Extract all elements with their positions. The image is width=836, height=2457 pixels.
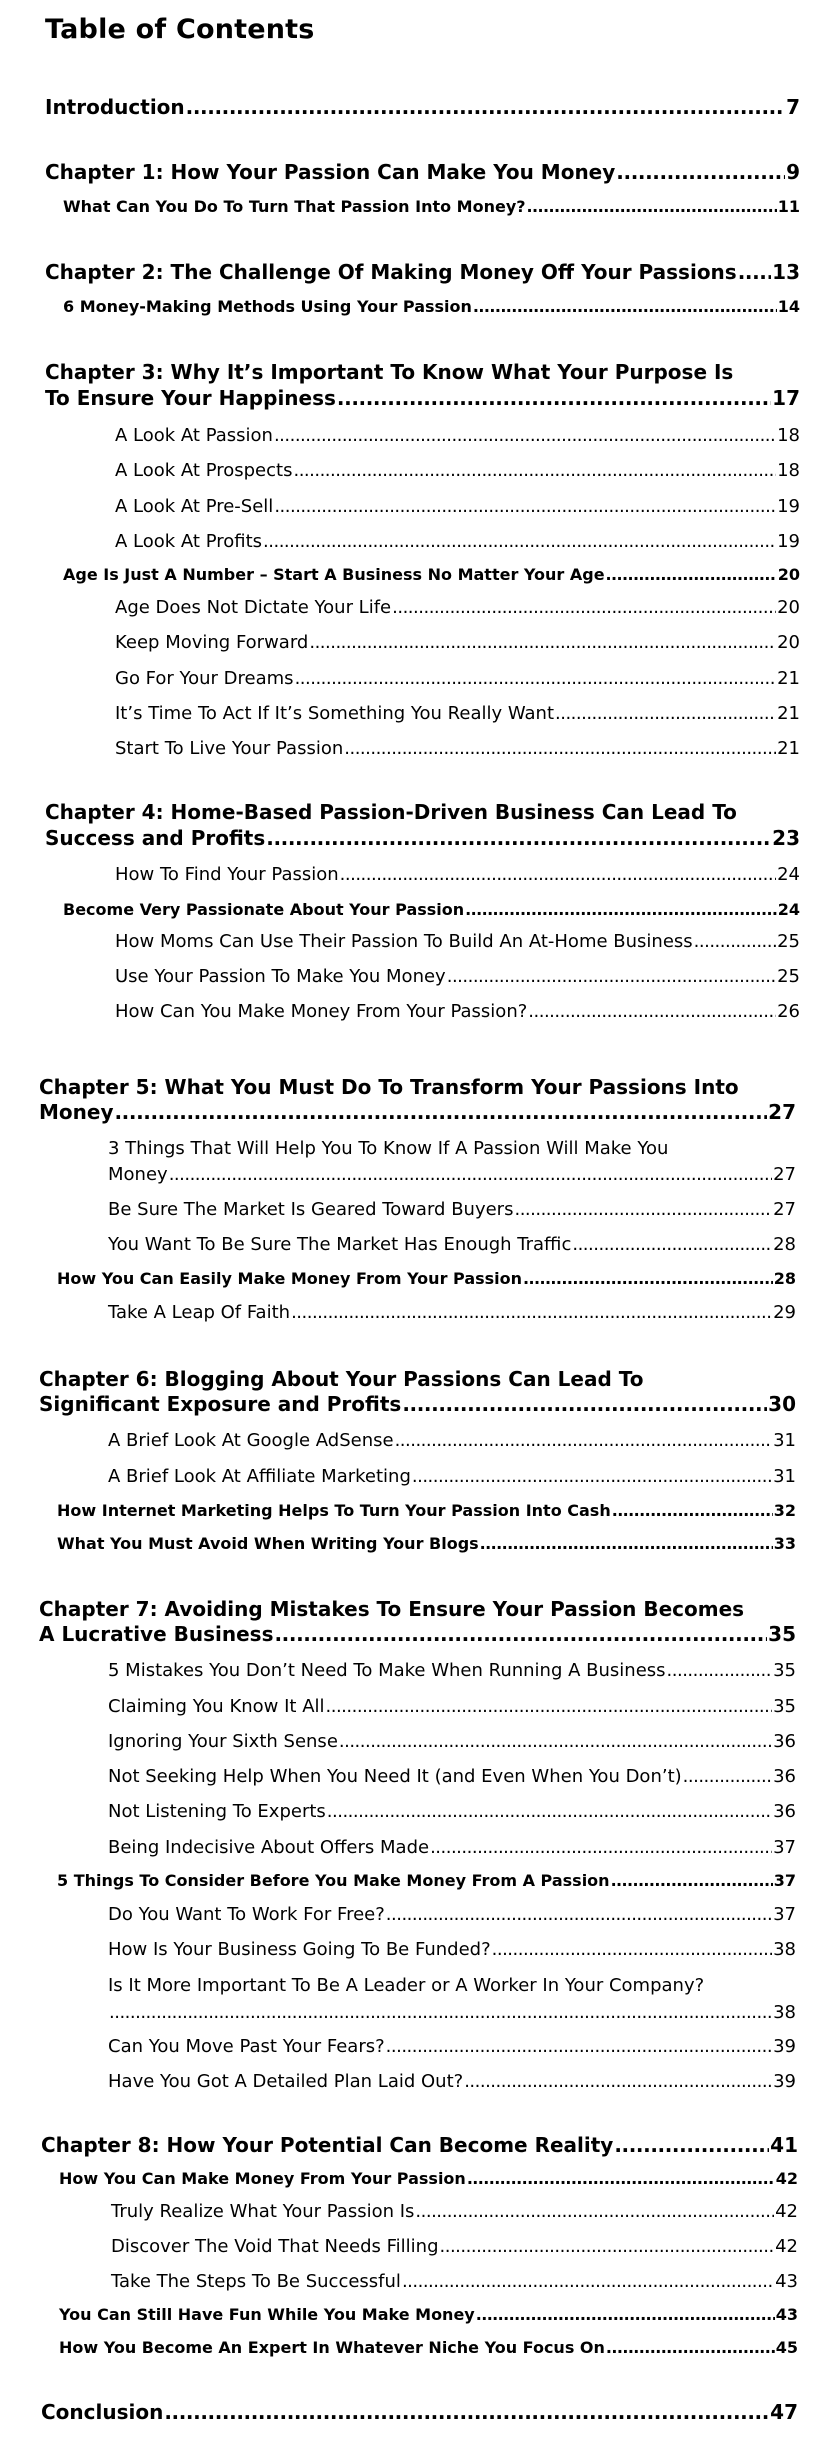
dot-leader bbox=[430, 1837, 772, 1859]
dot-leader bbox=[523, 1269, 773, 1288]
toc-title: Introduction bbox=[45, 95, 185, 119]
toc-title: You Can Still Have Fun While You Make Money bbox=[59, 2305, 475, 2324]
page-number: 37 bbox=[773, 1837, 796, 1858]
toc-title: A Look At Prospects bbox=[115, 460, 293, 481]
toc-title: A Brief Look At Google AdSense bbox=[108, 1430, 394, 1451]
toc-line[interactable] bbox=[57, 1871, 796, 1890]
page-number: 28 bbox=[773, 1269, 796, 1288]
toc-title: How Can You Make Money From Your Passion? bbox=[115, 1001, 528, 1022]
toc-title-line: Chapter 6: Blogging About Your Passions Can Lead To bbox=[39, 1367, 644, 1391]
page-number: 27 bbox=[768, 1100, 796, 1124]
toc-line[interactable] bbox=[45, 260, 800, 284]
toc-line[interactable] bbox=[108, 1696, 796, 1718]
toc-title: A Brief Look At Affiliate Marketing bbox=[108, 1466, 411, 1487]
toc-title: Go For Your Dreams bbox=[115, 668, 294, 689]
page-number: 27 bbox=[773, 1199, 796, 1220]
toc-title: 5 Things To Consider Before You Make Money From A Passion bbox=[57, 1871, 610, 1890]
toc-line[interactable] bbox=[115, 966, 800, 988]
toc-line[interactable] bbox=[115, 496, 800, 518]
page-number: 9 bbox=[786, 160, 800, 184]
page-number: 38 bbox=[773, 1939, 796, 1960]
page-number: 39 bbox=[773, 2036, 796, 2057]
page-number: 47 bbox=[770, 2400, 798, 2424]
toc-title: Start To Live Your Passion bbox=[115, 738, 344, 759]
dot-leader bbox=[606, 2338, 775, 2357]
dot-leader bbox=[274, 496, 776, 518]
dot-leader bbox=[412, 1466, 772, 1488]
dot-leader bbox=[326, 1696, 773, 1718]
page-number: 30 bbox=[768, 1392, 796, 1416]
dot-leader bbox=[492, 1939, 772, 1961]
page-number: 14 bbox=[777, 297, 800, 316]
toc-line[interactable] bbox=[115, 460, 800, 482]
toc-title: Significant Exposure and Profits bbox=[39, 1392, 402, 1416]
toc-title: Not Listening To Experts bbox=[108, 1801, 326, 1822]
page-number: 25 bbox=[777, 931, 800, 952]
dot-leader bbox=[293, 460, 776, 482]
page-number: 36 bbox=[773, 1801, 796, 1822]
toc-title: What You Must Avoid When Writing Your Blogs bbox=[57, 1534, 479, 1553]
page-number: 35 bbox=[768, 1622, 796, 1646]
dot-leader bbox=[614, 2133, 769, 2157]
toc-title: Ignoring Your Sixth Sense bbox=[108, 1731, 338, 1752]
dot-leader bbox=[402, 1392, 767, 1416]
dot-leader bbox=[402, 2271, 774, 2293]
toc-line[interactable] bbox=[45, 826, 800, 850]
toc-line[interactable] bbox=[115, 864, 800, 886]
toc-title: How You Can Easily Make Money From Your Passion bbox=[57, 1269, 523, 1288]
page-number: 31 bbox=[773, 1430, 796, 1451]
dot-leader bbox=[480, 1534, 773, 1553]
toc-title: Chapter 2: The Challenge Of Making Money Off Your Passions bbox=[45, 260, 737, 284]
toc-title: Keep Moving Forward bbox=[115, 632, 309, 653]
toc-line[interactable] bbox=[108, 2036, 796, 2058]
page-number: 17 bbox=[772, 386, 800, 410]
dot-leader bbox=[464, 2071, 772, 2093]
toc-line[interactable] bbox=[57, 1501, 796, 1520]
toc-title: A Lucrative Business bbox=[39, 1622, 274, 1646]
toc-title: Be Sure The Market Is Geared Toward Buyers bbox=[108, 1199, 514, 1220]
toc-line[interactable] bbox=[115, 531, 800, 553]
dot-leader bbox=[392, 597, 776, 619]
page-number: 29 bbox=[773, 1302, 796, 1323]
toc-title: Money bbox=[39, 1100, 114, 1124]
toc-line[interactable] bbox=[59, 2338, 798, 2357]
toc-line[interactable] bbox=[115, 425, 800, 447]
toc-line[interactable] bbox=[115, 1001, 800, 1023]
toc-line[interactable] bbox=[108, 1466, 796, 1488]
toc-line[interactable] bbox=[108, 1837, 796, 1859]
toc-title: A Look At Profits bbox=[115, 531, 263, 552]
dot-leader bbox=[337, 386, 771, 410]
dot-leader bbox=[274, 425, 776, 447]
page-number: 19 bbox=[777, 531, 800, 552]
dot-leader bbox=[527, 197, 777, 216]
dot-leader bbox=[572, 1234, 772, 1256]
page-number: 21 bbox=[777, 668, 800, 689]
toc-line[interactable] bbox=[39, 1392, 796, 1416]
dot-leader bbox=[344, 738, 776, 760]
toc-line[interactable] bbox=[115, 668, 800, 690]
toc-title-line: Chapter 5: What You Must Do To Transform Your Passions Into bbox=[39, 1075, 739, 1099]
toc-title: How To Find Your Passion bbox=[115, 864, 339, 885]
toc-title: Take The Steps To Be Successful bbox=[111, 2271, 401, 2292]
page-number: 31 bbox=[773, 1466, 796, 1487]
toc-title-line: Chapter 4: Home-Based Passion-Driven Business Can Lead To bbox=[45, 800, 737, 824]
toc-title: Age Does Not Dictate Your Life bbox=[115, 597, 392, 618]
page-number: 26 bbox=[777, 1001, 800, 1022]
page-number: 35 bbox=[773, 1696, 796, 1717]
toc-line[interactable] bbox=[108, 1766, 796, 1788]
page-number: 37 bbox=[773, 1871, 796, 1890]
page-number: 23 bbox=[772, 826, 800, 850]
dot-leader bbox=[164, 2400, 769, 2424]
dot-leader bbox=[291, 1302, 772, 1324]
toc-title: Truly Realize What Your Passion Is bbox=[111, 2201, 415, 2222]
page-number: 24 bbox=[777, 864, 800, 885]
toc-title: Chapter 1: How Your Passion Can Make You Money bbox=[45, 160, 616, 184]
toc-title: What Can You Do To Turn That Passion Into Money? bbox=[63, 197, 526, 216]
toc-line[interactable] bbox=[108, 1904, 796, 1926]
dot-leader bbox=[295, 668, 777, 690]
page-number: 36 bbox=[773, 1766, 796, 1787]
dot-leader bbox=[114, 1100, 767, 1124]
dot-leader bbox=[667, 1660, 773, 1682]
toc-line[interactable] bbox=[108, 1731, 796, 1753]
dot-leader bbox=[395, 1430, 773, 1452]
toc-title: Become Very Passionate About Your Passion bbox=[63, 900, 465, 919]
toc-title: Discover The Void That Needs Filling bbox=[111, 2236, 439, 2257]
toc-line[interactable] bbox=[59, 2305, 798, 2324]
dot-leader bbox=[447, 966, 776, 988]
toc-title: Being Indecisive About Offers Made bbox=[108, 1837, 430, 1858]
dot-leader bbox=[340, 864, 776, 886]
page-number: 24 bbox=[777, 900, 800, 919]
page-number: 18 bbox=[777, 425, 800, 446]
toc-title: Money bbox=[108, 1164, 168, 1185]
page-number: 7 bbox=[786, 95, 800, 119]
page-number: 21 bbox=[777, 738, 800, 759]
page-number: 45 bbox=[775, 2338, 798, 2357]
toc-line[interactable] bbox=[111, 2236, 798, 2258]
toc-title: To Ensure Your Happiness bbox=[45, 386, 336, 410]
toc-title: Chapter 8: How Your Potential Can Become Reality bbox=[41, 2133, 614, 2157]
toc-line[interactable] bbox=[108, 1302, 796, 1324]
page-number: 27 bbox=[773, 1164, 796, 1185]
dot-leader bbox=[109, 2002, 772, 2024]
dot-leader bbox=[386, 1904, 772, 1926]
toc-line[interactable] bbox=[108, 1199, 796, 1221]
page-number: 13 bbox=[772, 260, 800, 284]
toc-line[interactable] bbox=[108, 1164, 796, 1186]
dot-leader bbox=[339, 1731, 772, 1753]
toc-title: Use Your Passion To Make You Money bbox=[115, 966, 446, 987]
dot-leader bbox=[528, 1001, 776, 1023]
dot-leader bbox=[386, 2036, 772, 2058]
toc-title: Conclusion bbox=[41, 2400, 164, 2424]
toc-line[interactable] bbox=[108, 2002, 796, 2024]
toc-title-line: Chapter 7: Avoiding Mistakes To Ensure Your Passion Becomes bbox=[39, 1597, 745, 1621]
toc-line[interactable] bbox=[115, 632, 800, 654]
page-number: 42 bbox=[775, 2236, 798, 2257]
page-number: 33 bbox=[773, 1534, 796, 1553]
page-title: Table of Contents bbox=[45, 14, 315, 45]
toc-line[interactable] bbox=[115, 931, 800, 953]
page-number: 21 bbox=[777, 703, 800, 724]
toc-title-line: 3 Things That Will Help You To Know If A Passion Will Make You bbox=[108, 1138, 669, 1159]
toc-line[interactable] bbox=[63, 297, 800, 316]
toc-title: Can You Move Past Your Fears? bbox=[108, 2036, 385, 2057]
toc-title: A Look At Passion bbox=[115, 425, 273, 446]
toc-title: Do You Want To Work For Free? bbox=[108, 1904, 385, 1925]
dot-leader bbox=[473, 297, 777, 316]
toc-line[interactable] bbox=[57, 1269, 796, 1288]
toc-line[interactable] bbox=[115, 597, 800, 619]
toc-line[interactable] bbox=[41, 2133, 798, 2157]
toc-line[interactable] bbox=[108, 1660, 796, 1682]
dot-leader bbox=[694, 931, 776, 953]
page-number: 42 bbox=[775, 2169, 798, 2188]
toc-line[interactable] bbox=[39, 1100, 796, 1124]
toc-line[interactable] bbox=[115, 703, 800, 725]
page-number: 43 bbox=[775, 2305, 798, 2324]
toc-line[interactable] bbox=[59, 2169, 798, 2188]
toc-line[interactable] bbox=[63, 197, 800, 216]
toc-line[interactable] bbox=[41, 2400, 798, 2424]
dot-leader bbox=[683, 1766, 772, 1788]
dot-leader bbox=[263, 531, 776, 553]
page-number: 38 bbox=[773, 2002, 796, 2023]
toc-line[interactable] bbox=[45, 386, 800, 410]
toc-line[interactable] bbox=[57, 1534, 796, 1553]
toc-title: Age Is Just A Number – Start A Business No Matter Your Age bbox=[63, 565, 605, 584]
page-number: 41 bbox=[770, 2133, 798, 2157]
page-number: 20 bbox=[777, 597, 800, 618]
toc-title: You Want To Be Sure The Market Has Enough Traffic bbox=[108, 1234, 572, 1255]
toc-title-line: Chapter 3: Why It’s Important To Know What Your Purpose Is bbox=[45, 360, 734, 384]
dot-leader bbox=[616, 160, 785, 184]
dot-leader bbox=[266, 826, 771, 850]
toc-line[interactable] bbox=[108, 2071, 796, 2093]
toc-title: 6 Money-Making Methods Using Your Passion bbox=[63, 297, 472, 316]
page-number: 37 bbox=[773, 1904, 796, 1925]
page-number: 28 bbox=[773, 1234, 796, 1255]
page-number: 42 bbox=[775, 2201, 798, 2222]
toc-line[interactable] bbox=[108, 1939, 796, 1961]
toc-title: How Internet Marketing Helps To Turn Your Passion Into Cash bbox=[57, 1501, 611, 1520]
toc-title: How You Become An Expert In Whatever Niche You Focus On bbox=[59, 2338, 605, 2357]
dot-leader bbox=[309, 632, 776, 654]
toc-line[interactable] bbox=[63, 565, 800, 584]
toc-title: Not Seeking Help When You Need It (and Even When You Don’t) bbox=[108, 1766, 682, 1787]
dot-leader bbox=[514, 1199, 772, 1221]
dot-leader bbox=[467, 2169, 775, 2188]
dot-leader bbox=[476, 2305, 775, 2324]
page-number: 35 bbox=[773, 1660, 796, 1681]
toc-line[interactable] bbox=[45, 95, 800, 119]
dot-leader bbox=[555, 703, 776, 725]
toc-line[interactable] bbox=[108, 1430, 796, 1452]
dot-leader bbox=[612, 1501, 773, 1520]
toc-title-line: Is It More Important To Be A Leader or A Worker In Your Company? bbox=[108, 1975, 705, 1996]
toc-title: Claiming You Know It All bbox=[108, 1696, 325, 1717]
page-number: 43 bbox=[775, 2271, 798, 2292]
toc-title: Take A Leap Of Faith bbox=[108, 1302, 291, 1323]
toc-title: How You Can Make Money From Your Passion bbox=[59, 2169, 466, 2188]
dot-leader bbox=[327, 1801, 772, 1823]
toc-title: A Look At Pre-Sell bbox=[115, 496, 274, 517]
page-number: 32 bbox=[773, 1501, 796, 1520]
dot-leader bbox=[440, 2236, 775, 2258]
page-number: 11 bbox=[777, 197, 800, 216]
toc-title: It’s Time To Act If It’s Something You Really Want bbox=[115, 703, 554, 724]
page-number: 25 bbox=[777, 966, 800, 987]
toc-line[interactable] bbox=[108, 1801, 796, 1823]
dot-leader bbox=[465, 900, 777, 919]
dot-leader bbox=[606, 565, 777, 584]
page-number: 20 bbox=[777, 565, 800, 584]
page-number: 19 bbox=[777, 496, 800, 517]
page-number: 18 bbox=[777, 460, 800, 481]
toc-line[interactable] bbox=[115, 738, 800, 760]
dot-leader bbox=[169, 1164, 772, 1186]
toc-line[interactable] bbox=[111, 2271, 798, 2293]
toc-title: How Moms Can Use Their Passion To Build An At-Home Business bbox=[115, 931, 693, 952]
toc-title: Have You Got A Detailed Plan Laid Out? bbox=[108, 2071, 464, 2092]
page-number: 36 bbox=[773, 1731, 796, 1752]
dot-leader bbox=[274, 1622, 767, 1646]
page-number: 39 bbox=[773, 2071, 796, 2092]
dot-leader bbox=[186, 95, 785, 119]
dot-leader bbox=[415, 2201, 774, 2223]
toc-title: How Is Your Business Going To Be Funded? bbox=[108, 1939, 491, 1960]
page-number: 20 bbox=[777, 632, 800, 653]
toc-line[interactable] bbox=[111, 2201, 798, 2223]
toc-line[interactable] bbox=[39, 1622, 796, 1646]
dot-leader bbox=[611, 1871, 773, 1890]
toc-title: 5 Mistakes You Don’t Need To Make When Running A Business bbox=[108, 1660, 666, 1681]
toc-line[interactable] bbox=[45, 160, 800, 184]
dot-leader bbox=[738, 260, 771, 284]
toc-line[interactable] bbox=[63, 900, 800, 919]
toc-title: Success and Profits bbox=[45, 826, 266, 850]
toc-line[interactable] bbox=[108, 1234, 796, 1256]
